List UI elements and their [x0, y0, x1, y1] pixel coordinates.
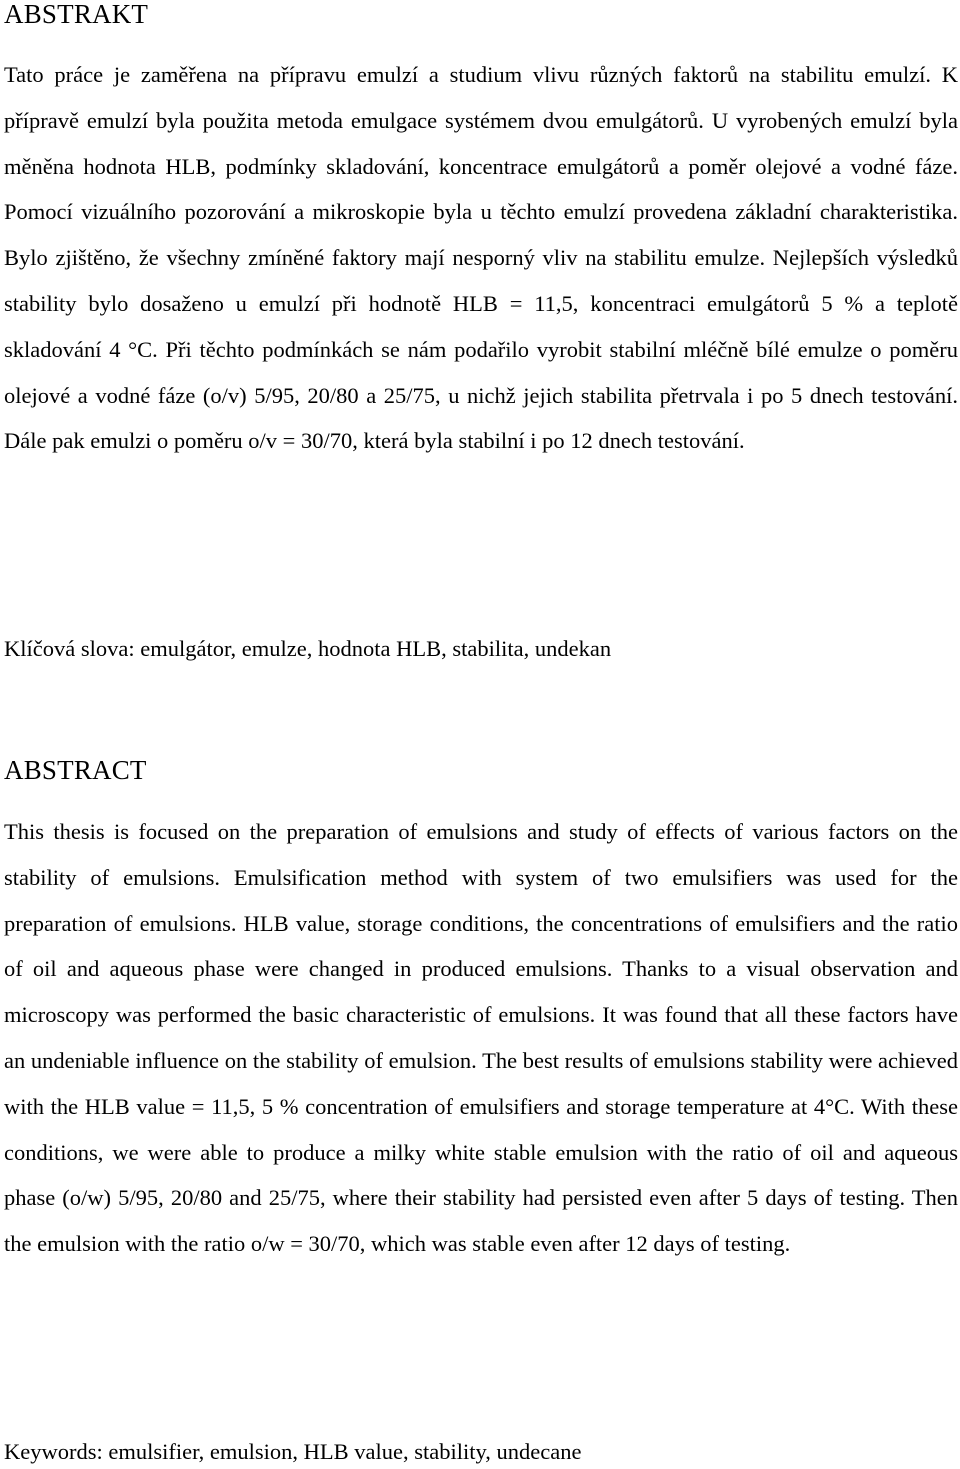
- english-abstract-heading: ABSTRACT: [4, 755, 147, 785]
- english-keywords: Keywords: emulsifier, emulsion, HLB value, stability, undecane: [4, 1439, 582, 1464]
- english-abstract-body: This thesis is focused on the preparation of emulsions and study of effects of various factors on the stability of emulsions. Emulsification method with system of two emulsifiers was used for the preparation of emulsions. HLB value, storage conditions, the concentrations of emulsifiers and the ratio of oil and aqueous phase were changed in produced emulsions. Thanks to a visual observation and microscopy was performed the basic characteristic of emulsions. It was found that all these factors have an undeniable influence on the stability of emulsion. The best results of emulsions stability were achieved with the HLB value = 11,5, 5 % concentration of emulsifiers and storage temperature at 4°C. With these conditions, we were able to produce a milky white stable emulsion with the ratio of oil and aqueous phase (o/w) 5/95, 20/80 and 25/75, where their stability had persisted even after 5 days of testing. Then the emulsion with the ratio o/w = 30/70, which was stable even after 12 days of testing.: [4, 819, 958, 1257]
- czech-keywords: Klíčová slova: emulgátor, emulze, hodnota HLB, stabilita, undekan: [4, 636, 612, 661]
- czech-abstract-body: Tato práce je zaměřena na přípravu emulzí a studium vlivu různých faktorů na stabilitu emulzí. K přípravě emulzí byla použita metoda emulgace systémem dvou emulgátorů. U vyrobených emulzí byla měněna hodnota HLB, podmínky skladování, koncentrace emulgátorů a poměr olejové a vodné fáze. Pomocí vizuálního pozorování a mikroskopie byla u těchto emulzí provedena základní charakteristika. Bylo zjištěno, že všechny zmíněné faktory mají nesporný vliv na stabilitu emulze. Nejlepších výsledků stability bylo dosaženo u emulzí při hodnotě HLB = 11,5, koncentraci emulgátorů 5 % a teplotě skladování 4 °C. Při těchto podmínkách se nám podařilo vyrobit stabilní mléčně bílé emulze o poměru olejové a vodné fáze (o/v) 5/95, 20/80 a 25/75, u nichž jejich stabilita přetrvala i po 5 dnech testování. Dále pak emulzi o poměru o/v = 30/70, která byla stabilní i po 12 dnech testování.: [4, 62, 958, 454]
- czech-abstract-heading: ABSTRAKT: [4, 0, 149, 29]
